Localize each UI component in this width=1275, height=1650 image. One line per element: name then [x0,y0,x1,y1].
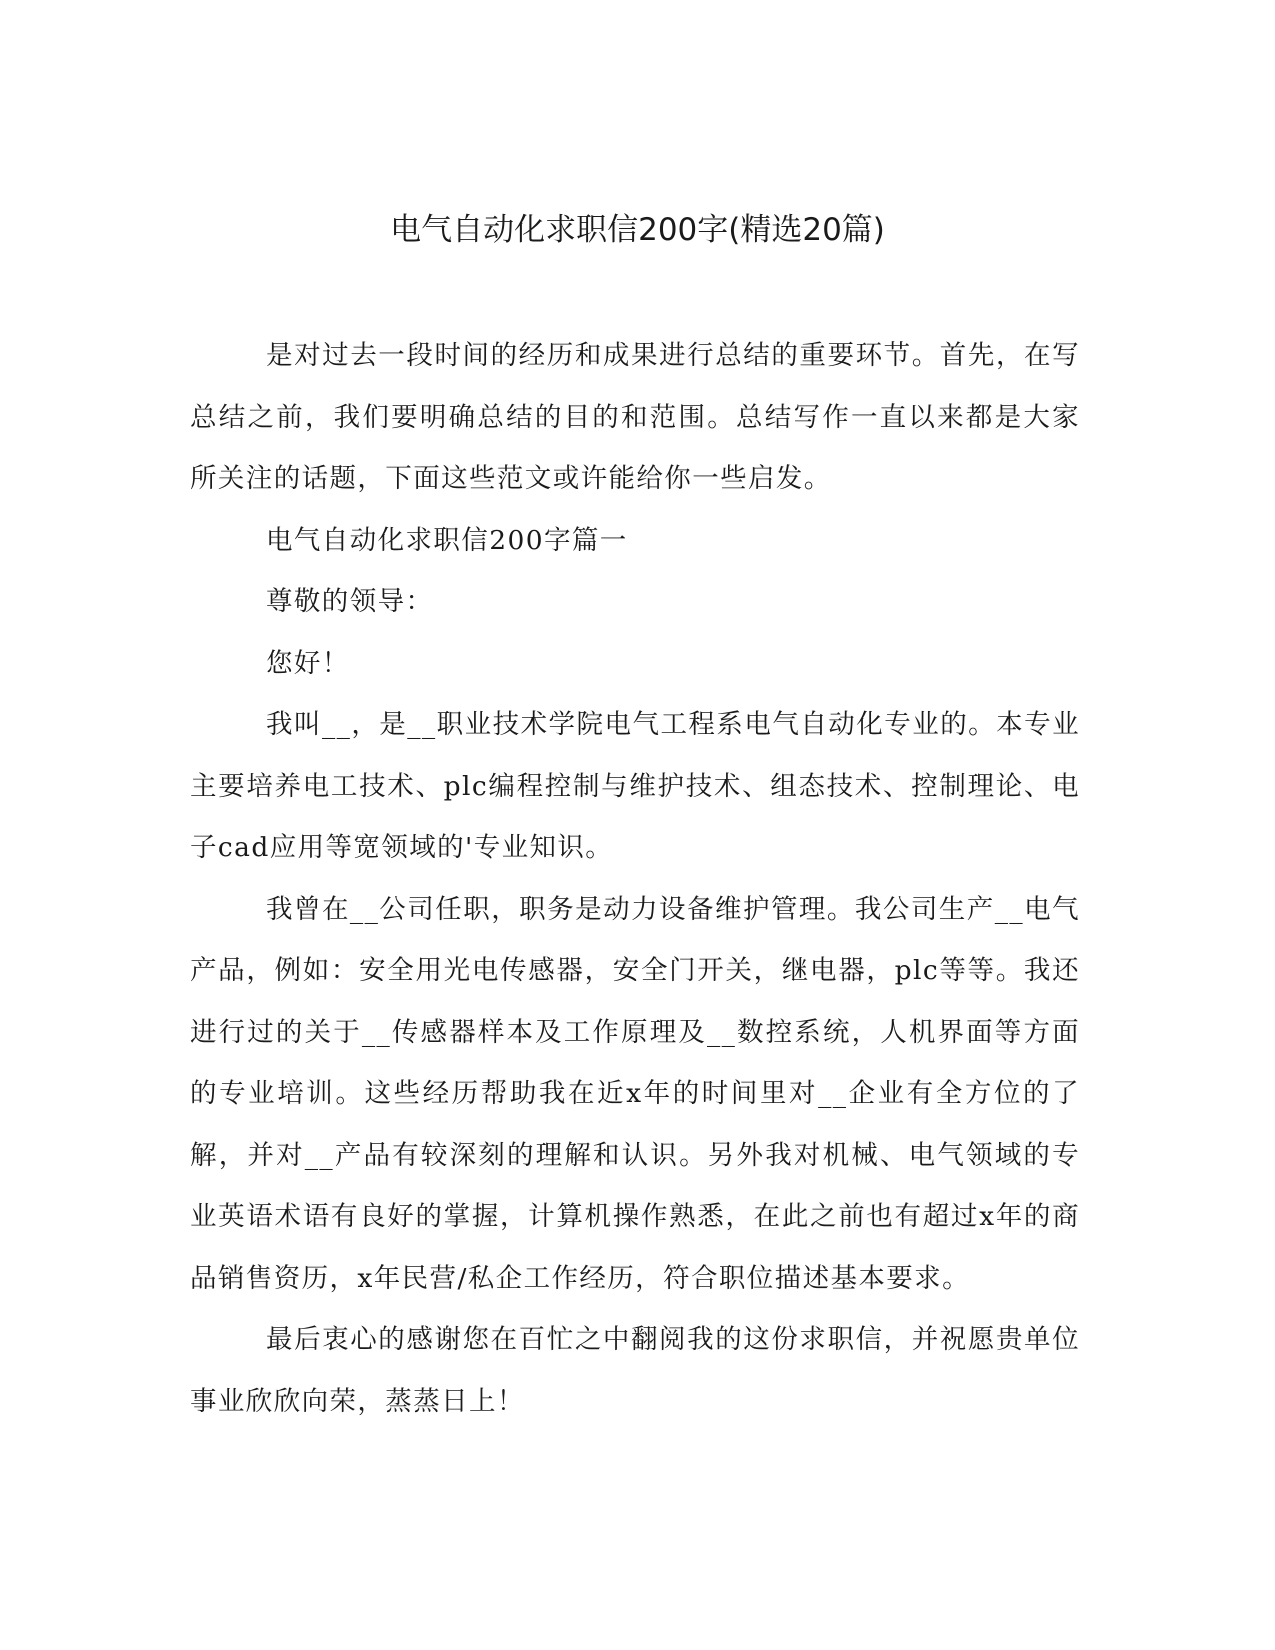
document-body [190,325,1080,1432]
greeting: 您好！ [266,647,350,679]
closing-paragraph: 最后衷心的感谢您在百忙之中翻阅我的这份求职信，并祝愿贵单位事业欣欣向荣，蒸蒸日上！ [190,1324,1080,1417]
section-heading: 电气自动化求职信200字篇一 [266,524,628,556]
body-paragraph: 我曾在__公司任职，职务是动力设备维护管理。我公司生产__电气产品，例如：安全用光电传感器，安全门开关，继电器，plc等等。我还进行过的关于__传感器样本及工作原理及__数控系统，人机界面等方面的专业培训。这些经历帮助我在近x年的时间里对__企业有全方位的了解，并对__产品有较深刻的理解和认识。另外我对机械、电气领域的专业英语术语有良好的掌握，计算机操作熟悉，在此之前也有超过x年的商品销售资历，x年民营/私企工作经历，符合职位描述基本要求。 [190,893,1080,1294]
document-title: 电气自动化求职信200字(精选20篇) [390,212,885,248]
intro-paragraph: 是对过去一段时间的经历和成果进行总结的重要环节。首先，在写总结之前，我们要明确总结的目的和范围。总结写作一直以来都是大家所关注的话题，下面这些范文或许能给你一些启发。 [190,340,1080,494]
body-paragraph: 我叫__，是__职业技术学院电气工程系电气自动化专业的。本专业主要培养电工技术、plc编程控制与维护技术、组态技术、控制理论、电子cad应用等宽领域的'专业知识。 [190,709,1080,863]
salutation: 尊敬的领导： [266,586,434,617]
